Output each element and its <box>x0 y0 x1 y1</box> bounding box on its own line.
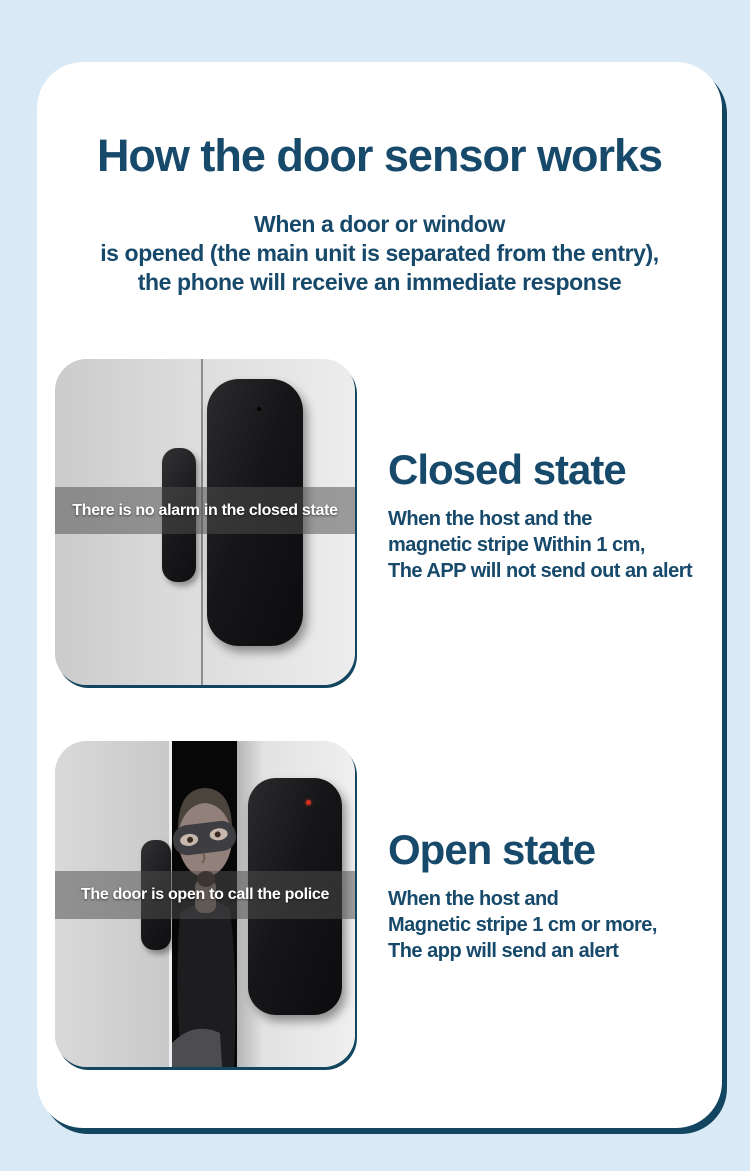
description-line: When the host and the <box>388 508 592 530</box>
closed-caption-band <box>55 487 355 534</box>
open-state-heading: Open state <box>388 826 596 873</box>
description-line: The app will send an alert <box>388 940 619 962</box>
open-state-description <box>388 886 728 964</box>
description-line: Magnetic stripe 1 cm or more, <box>388 914 657 936</box>
page-title: How the door sensor works <box>96 130 663 181</box>
subtitle-line: the phone will receive an immediate response <box>137 269 622 295</box>
open-photo-caption: The door is open to call the police <box>80 886 330 903</box>
closed-photo-caption: There is no alarm in the closed state <box>72 501 338 519</box>
subtitle-line: When a door or window <box>254 211 505 237</box>
page-subtitle <box>37 210 722 297</box>
red-led-indicator <box>306 800 311 805</box>
closed-state-heading: Closed state <box>388 446 626 493</box>
description-line: magnetic stripe Within 1 cm, <box>388 534 645 556</box>
closed-state-description <box>388 506 728 584</box>
sensor-hole <box>257 407 261 411</box>
subtitle-line: is opened (the main unit is separated from the entry), <box>100 240 659 266</box>
open-caption-band <box>55 871 355 919</box>
open-state-section <box>388 827 728 964</box>
description-line: When the host and <box>388 888 559 910</box>
closed-state-photo <box>55 359 355 685</box>
product-card <box>37 62 722 1128</box>
closed-state-section <box>388 447 728 584</box>
open-state-photo <box>55 741 355 1067</box>
description-line: The APP will not send out an alert <box>388 560 693 582</box>
